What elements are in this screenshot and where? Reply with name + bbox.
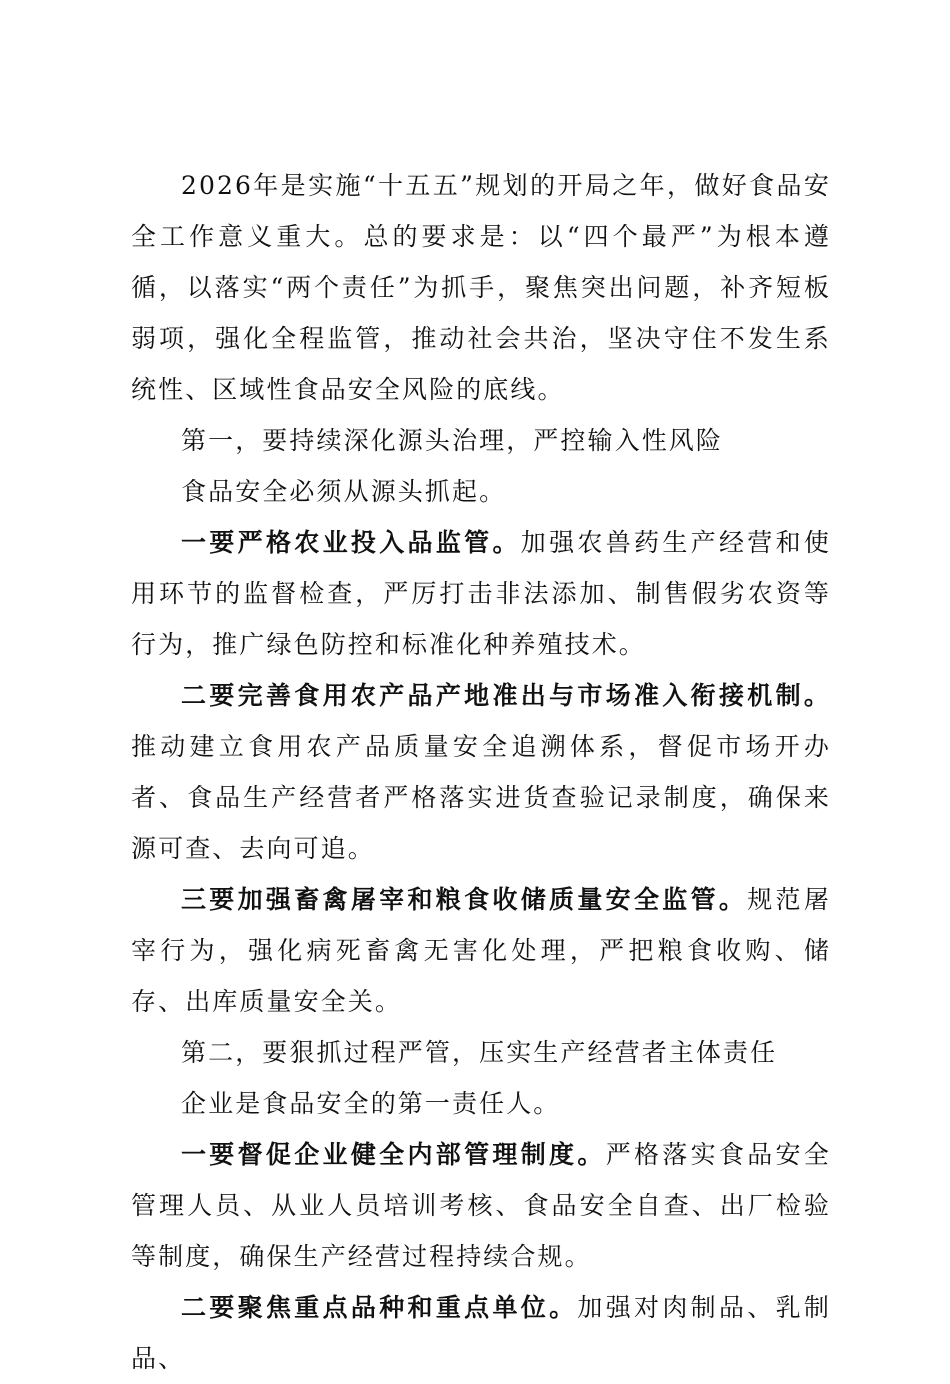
paragraph-enterprise-summary — [131, 1078, 831, 1129]
paragraph-point-1-1 — [131, 517, 831, 670]
section-heading-1 — [131, 415, 831, 466]
paragraph-text: 第一，要持续深化源头治理，严控输入性风险 — [181, 426, 724, 455]
paragraph-text: 加强对肉制品、乳制品、 — [131, 1293, 831, 1373]
paragraph-point-1-3 — [131, 874, 831, 1027]
paragraph-point-1-2 — [131, 670, 831, 874]
paragraph-lead: 二要完善食用农产品产地准出与市场准入衔接机制。 — [181, 681, 831, 710]
paragraph-point-2-1 — [131, 1129, 831, 1282]
paragraph-text: 2026年是实施“十五五”规划的开局之年，做好食品安全工作意义重大。总的要求是：以“四个最严”为根本遵循，以落实“两个责任”为抓手，聚焦突出问题，补齐短板弱项，强化全程监管，推动社会共治，坚决守住不发生系统性、区域性食品安全风险的底线。 — [131, 171, 831, 404]
section-heading-2 — [131, 1027, 831, 1078]
paragraph-lead: 一要督促企业健全内部管理制度。 — [181, 1140, 606, 1169]
paragraph-text: 规范屠宰行为，强化病死畜禽无害化处理，严把粮食收购、储存、出库质量安全关。 — [131, 885, 831, 1016]
paragraph-lead: 三要加强畜禽屠宰和粮食收储质量安全监管。 — [181, 885, 748, 914]
paragraph-text: 加强农兽药生产经营和使用环节的监督检查，严厉打击非法添加、制售假劣农资等行为，推广绿色防控和标准化种养殖技术。 — [131, 528, 831, 659]
paragraph-intro — [131, 160, 831, 415]
paragraph-point-2-2 — [131, 1282, 831, 1384]
paragraph-text: 企业是食品安全的第一责任人。 — [181, 1089, 561, 1118]
paragraph-text: 食品安全必须从源头抓起。 — [181, 477, 507, 506]
paragraph-text: 严格落实食品安全管理人员、从业人员培训考核、食品安全自查、出厂检验等制度，确保生产经营过程持续合规。 — [131, 1140, 831, 1271]
paragraph-source-summary — [131, 466, 831, 517]
document-body — [131, 160, 831, 1384]
paragraph-lead: 一要严格农业投入品监管。 — [181, 528, 521, 557]
paragraph-text: 推动建立食用农产品质量安全追溯体系，督促市场开办者、食品生产经营者严格落实进货查验记录制度，确保来源可查、去向可追。 — [131, 732, 831, 863]
paragraph-text: 第二，要狠抓过程严管，压实生产经营者主体责任 — [181, 1038, 778, 1067]
paragraph-lead: 二要聚焦重点品种和重点单位。 — [181, 1293, 578, 1322]
